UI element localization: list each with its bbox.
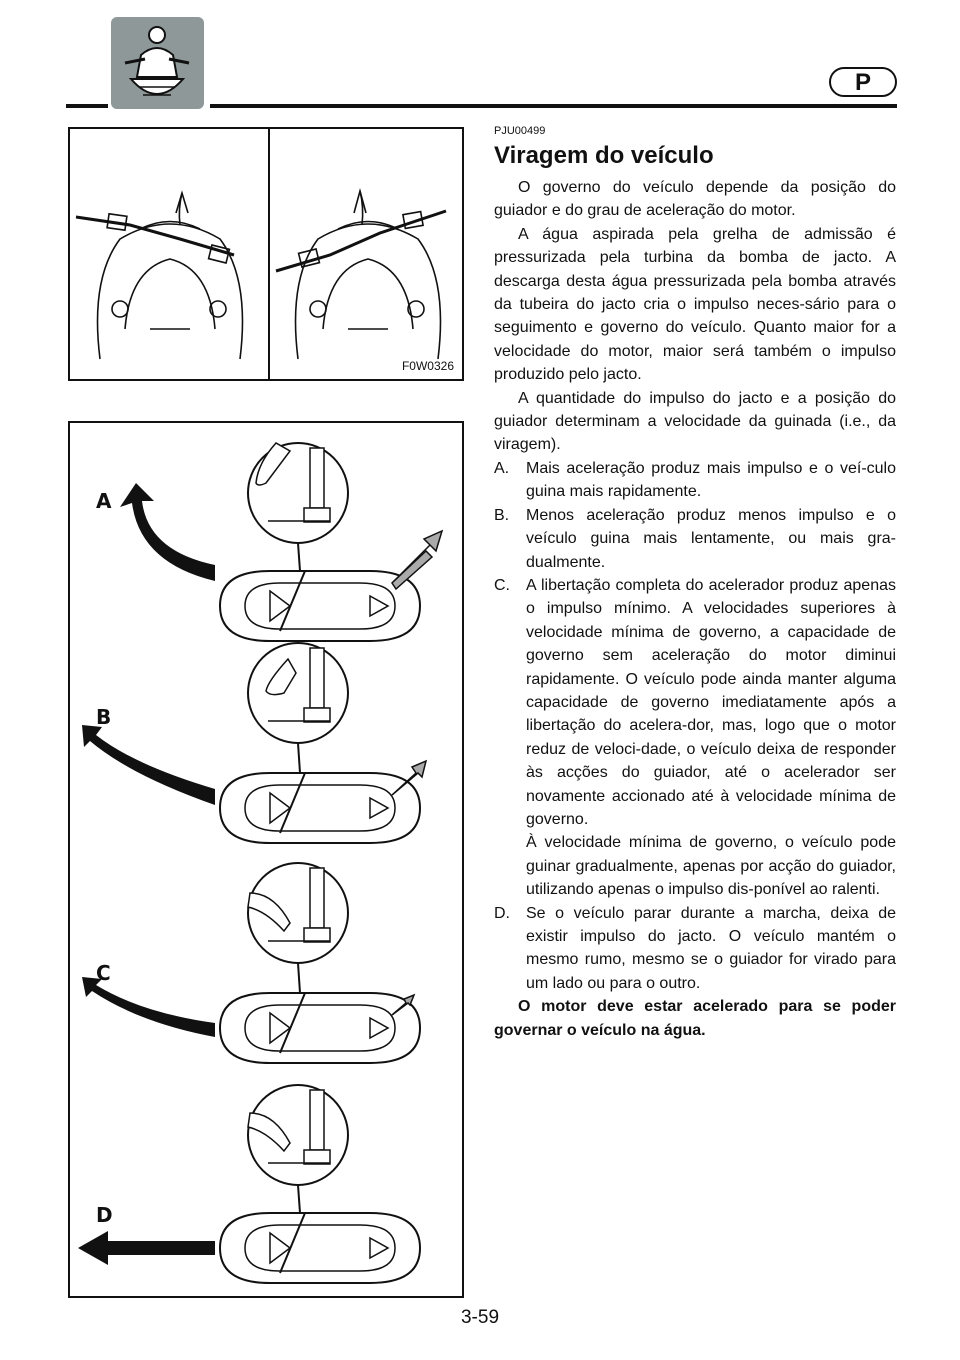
list-item-label: D. [494, 904, 510, 922]
list-item-a [494, 457, 896, 504]
language-badge: P [829, 67, 897, 97]
section-text [494, 124, 896, 1042]
handlebar-figure [68, 127, 464, 381]
section-code: PJU00499 [494, 125, 546, 137]
figure-label-a: A [96, 489, 112, 513]
list-item-text: A libertação completa do acelerador produz apenas o impulso mínimo. A velocidades superiores à velocidade mínima de governo, a capacidade de governo sem aceleração do motor diminui rapidamente. O veículo pode ainda manter alguma capacidade de governo imediatamente após a libertação do acelera-dor, mas, logo que o motor reduz de veloci-dade, o veículo deixa de responder às acções do guiador, até o acelerador ser novamente accionado até à velocidade mínima de governo. [526, 576, 896, 828]
turning-illustration [70, 423, 462, 1296]
list-item-label: A. [494, 459, 510, 477]
list-item-d [494, 902, 896, 996]
list-item-label: C. [494, 576, 510, 594]
handlebar-illustration [70, 129, 462, 379]
list-item-c [494, 574, 896, 831]
warning-note: O motor deve estar acelerado para se poder governar o veículo na água. [494, 998, 896, 1039]
header-rule-left [66, 104, 108, 108]
section-title: Viragem do veículo [494, 142, 714, 169]
list-item-text: Se o veículo parar durante a marcha, deixa de existir impulso do jacto. O veículo mantém o mesmo rumo, mesmo se o guiador for virado para um lado ou para o outro. [526, 904, 896, 992]
paragraph-1: O governo do veículo depende da posição do guiador e do grau de aceleração do motor. [494, 179, 896, 220]
list-item-b [494, 504, 896, 574]
paragraph-3: A quantidade do impulso do jacto e a posição do guiador determinam a velocidade da guinada (i.e., da viragem). [494, 389, 896, 454]
header-rule-right [210, 104, 897, 108]
paragraph-2: A água aspirada pela grelha de admissão é pressurizada pela turbina da bomba de jacto. A descarga desta água pressurizada pela bomba através da tubeira do jacto cria o impulso neces-sário para o seguimento e governo do veículo. Quanto maior for a velocidade do motor, maior será também o impulso produzido pelo jacto. [494, 225, 896, 384]
figure-label-b: B [96, 705, 112, 729]
list-item-c-continuation: À velocidade mínima de governo, o veículo pode guinar gradualmente, apenas por acção do guiador, utilizando apenas o impulso dis-ponível ao ralenti. [526, 834, 896, 899]
turning-figure [68, 421, 464, 1298]
list-item-label: B. [494, 506, 510, 524]
list-item-text: Menos aceleração produz menos impulso e o veículo guina mais lentamente, ou mais gra-dualmente. [526, 506, 896, 571]
figure-code: F0W0326 [401, 359, 454, 373]
list-item-text: Mais aceleração produz mais impulso e o veí-culo guina mais rapidamente. [526, 459, 896, 501]
figure-label-d: D [96, 1203, 113, 1227]
jet-ski-rider-icon [111, 17, 204, 109]
figure-label-c: C [96, 961, 111, 985]
page-number: 3-59 [460, 1307, 500, 1328]
